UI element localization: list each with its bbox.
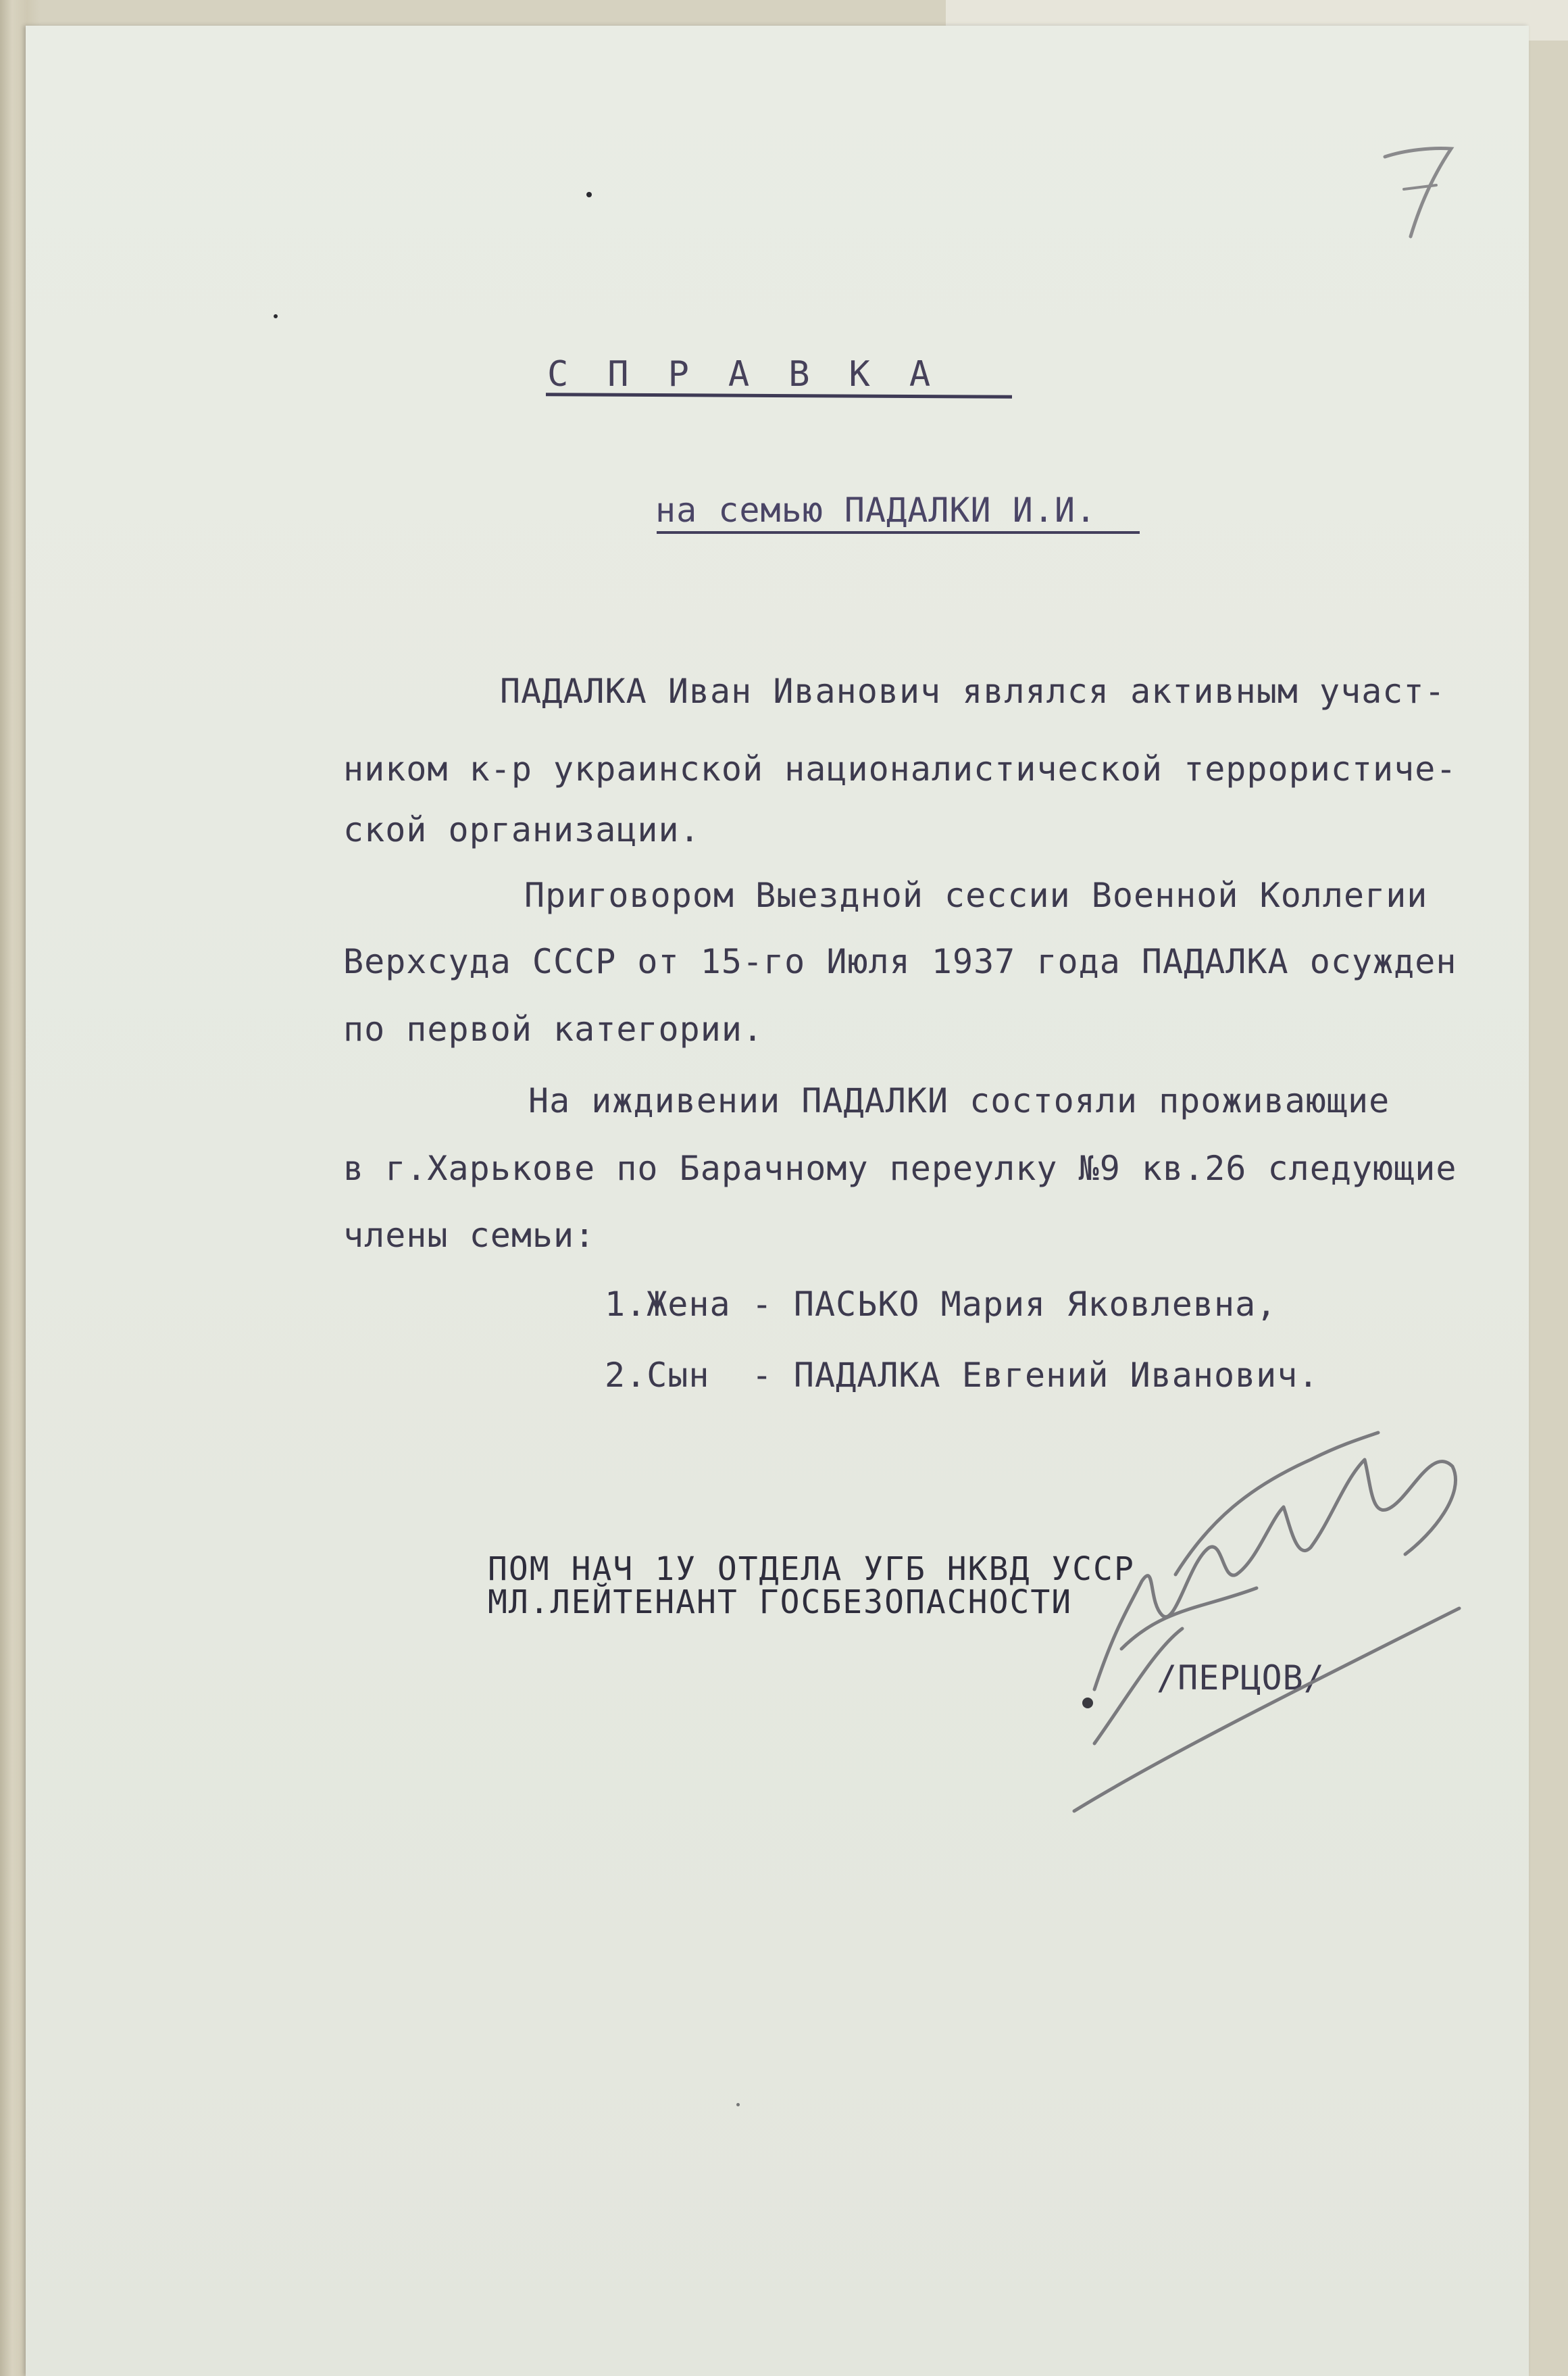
paper-speck <box>736 2103 740 2106</box>
body-line-6: по первой категории. <box>343 1010 764 1049</box>
paper-speck <box>586 192 592 197</box>
body-line-2: ником к-р украинской националистической террористиче- <box>343 749 1457 789</box>
body-line-1: ПАДАЛКА Иван Иванович являлся активным участ- <box>500 672 1446 711</box>
family-member-wife: 1.Жена - ПАСЬКО Мария Яковлевна, <box>605 1285 1278 1324</box>
paper-speck <box>274 314 278 318</box>
body-line-5: Верхсуда СССР от 15-го Июля 1937 года ПАДАЛКА осужден <box>343 942 1457 981</box>
signatory-rank: МЛ.ЛЕЙТЕНАНТ ГОСБЕЗОПАСНОСТИ <box>488 1583 1073 1621</box>
signatory-name: /ПЕРЦОВ/ <box>1157 1658 1325 1698</box>
document-subtitle: на семью ПАДАЛКИ И.И. <box>655 491 1097 530</box>
body-line-9: члены семьи: <box>343 1216 596 1255</box>
body-line-7: На иждивении ПАДАЛКИ состояли проживающие <box>528 1081 1390 1120</box>
subtitle-underline <box>657 531 1140 534</box>
handwritten-signature <box>1054 1406 1486 1838</box>
signatory-position: ПОМ НАЧ 1У ОТДЕЛА УГБ НКВД УССР <box>488 1550 1135 1588</box>
family-member-son: 2.Сын - ПАДАЛКА Евгений Иванович. <box>605 1356 1319 1395</box>
folio-number-pencil <box>1378 142 1459 243</box>
body-line-3: ской организации. <box>343 810 701 849</box>
document-title: СПРАВКА <box>547 354 970 395</box>
body-line-4: Приговором Выездной сессии Военной Коллегии <box>524 876 1428 915</box>
body-line-8: в г.Харькове по Барачному переулку №9 кв.26 следующие <box>343 1149 1457 1188</box>
